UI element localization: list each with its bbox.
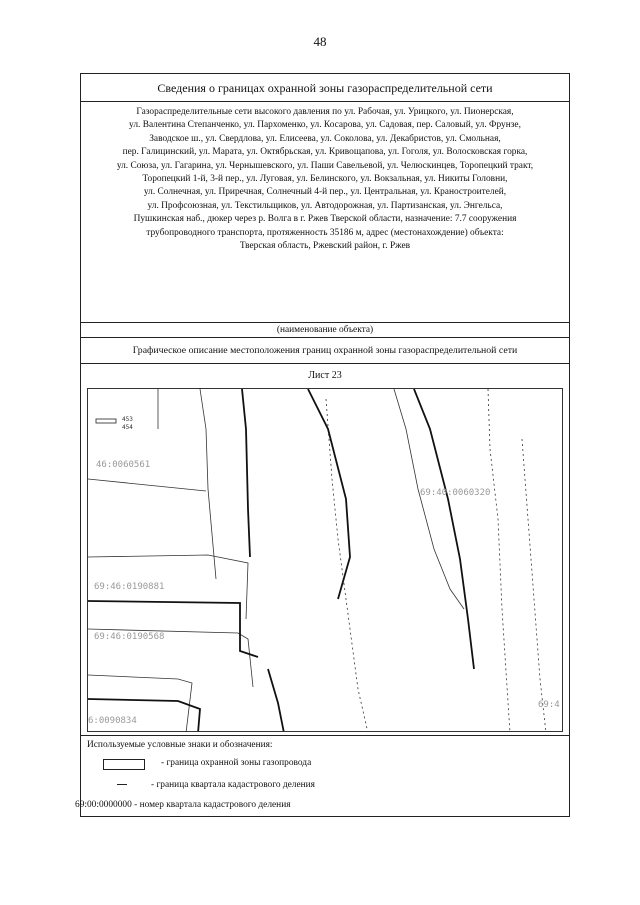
description-line: Пушкинская наб., дюкер через р. Волга в г. Ржев Тверской области, назначение: 7.7 сооружения [133,214,517,225]
zone-boundary-symbol [103,759,145,770]
form-frame [75,73,570,817]
point-label: 453 [122,416,133,423]
quarter-number-label: 6:0090834 [88,716,137,726]
quarter-number-label: 69:46:0190881 [94,582,165,592]
protection-zone-boundary [414,389,474,669]
page-number: 48 [313,34,327,49]
legend-quarter-boundary: - граница квартала кадастрового деления [151,780,315,790]
quarter-number-label: 69:4 [538,700,560,710]
description-line: пер. Галицинский, ул. Марата, ул. Октябрьская, ул. Кривощапова, ул. Гоголя, ул. Волосковская горка, [122,147,528,158]
quarter-boundary [488,389,510,732]
boundary-point-marker [96,419,116,423]
description-line: Газораспределительные сети высокого давления по ул. Рабочая, ул. Урицкого, ул. Пионерская, [136,107,514,117]
quarter-boundary-symbol [117,784,127,785]
description-line: Тверская область, Ржевский район, г. Ржев [239,241,411,252]
protection-zone-boundary [88,601,258,657]
legend-zone-boundary: - граница охранной зоны газопровода [161,758,312,768]
description-line: Заводское ш., ул. Свердлова, ул. Елисеева, ул. Соколова, ул. Декабристов, ул. Смольная, [149,133,501,144]
section-title: Сведения о границах охранной зоны газораспределительной сети [81,74,569,102]
description-line: Торопецкий 1-й, 3-й пер., ул. Луговая, ул. Белинского, ул. Вокзальная, ул. Никиты Головни, [142,174,508,185]
protection-zone-boundary [268,669,284,732]
object-description [81,102,569,323]
quarter-boundary [394,389,464,609]
legend-quarter-number: - номер квартала кадастрового деления [134,800,291,810]
map-section [81,364,569,736]
quarter-boundary [200,389,216,579]
quarter-boundary [522,439,546,732]
legend-quarter-boundary-row [117,780,315,790]
sheet-label: Лист 23 [308,370,342,381]
protection-zone-boundary [308,389,350,599]
map-drawing [88,389,563,732]
legend [75,736,569,818]
legend-quarter-number-sample: 69:00:0000000 [75,800,132,810]
legend-title: Используемые условные знаки и обозначения: [87,740,273,750]
object-name-caption: (наименование объекта) [81,323,569,338]
description-line: ул. Союза, ул. Гагарина, ул. Чернышевского, ул. Паши Савельевой, ул. Челюскинцев, Торопецкий тракт, [116,160,534,171]
cadastral-map [87,388,563,732]
quarter-number-label: 46:0060561 [96,460,151,470]
quarter-number-label: 69:46:0190568 [94,632,165,642]
quarter-boundary [88,479,206,491]
description-line: ул. Валентина Степанченко, ул. Пархоменко, ул. Косарова, ул. Садовая, пер. Саловый, ул. Фрунзе, [129,120,521,131]
point-label: 454 [122,424,133,431]
legend-quarter-number-row [75,800,291,810]
protection-zone-boundary [242,389,250,557]
description-line: трубопроводного транспорта, протяженность 35186 м, адрес (местонахождение) объекта: [146,227,504,238]
description-line: ул. Солнечная, ул. Приречная, Солнечный 4-й пер., ул. Центральная, ул. Краностроителей, [143,187,507,198]
graphic-description-title: Графическое описание местоположения границ охранной зоны газораспределительной сети [81,338,569,364]
quarter-number-label: 69:40:0060320 [420,488,491,498]
description-line: ул. Профсоюзная, ул. Текстильщиков, ул. Автодорожная, ул. Партизанская, ул. Энгельса, [147,200,503,211]
